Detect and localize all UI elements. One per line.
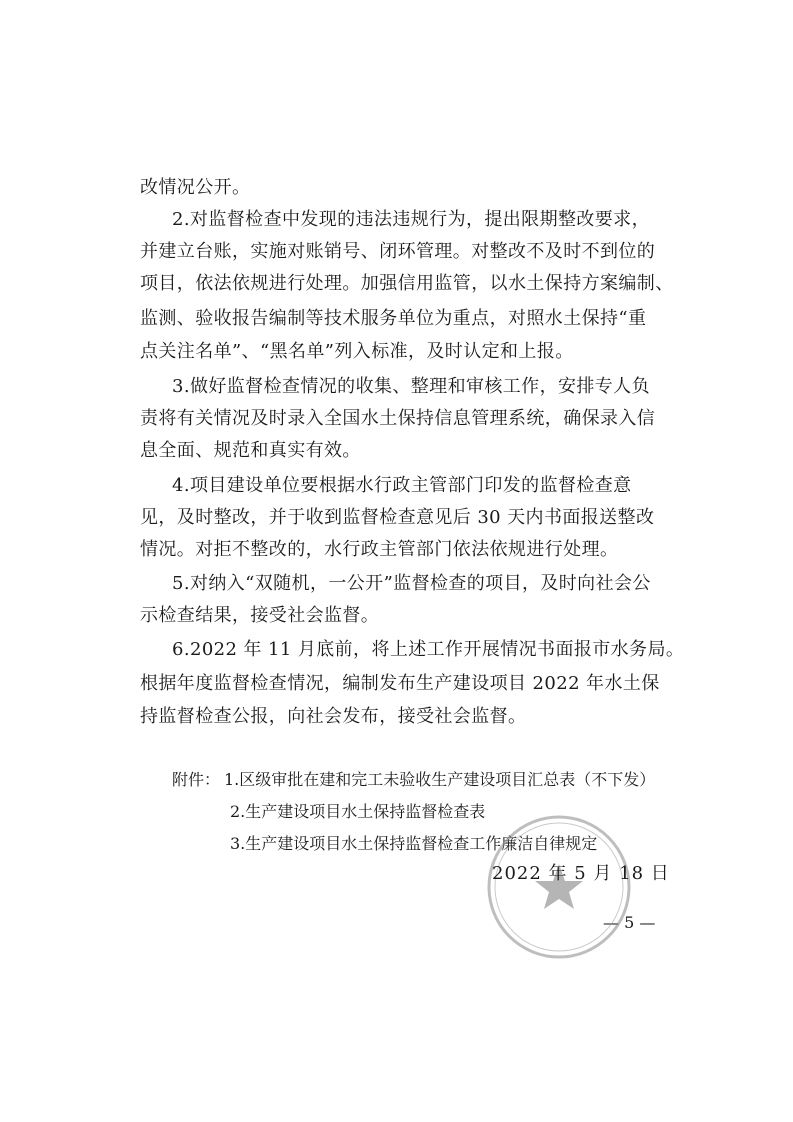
body-line: 点关注名单”、“黑名单”列入标准，及时认定和上报。 bbox=[140, 341, 574, 362]
attachments-label: 附件： bbox=[172, 770, 221, 789]
body-line: 责将有关情况及时录入全国水土保持信息管理系统，确保录入信 bbox=[140, 408, 656, 429]
body-line: 2.对监督检查中发现的违法违规行为，提出限期整改要求， bbox=[172, 209, 650, 230]
body-line: 4.项目建设单位要根据水行政主管部门印发的监督检查意 bbox=[172, 475, 632, 496]
body-line: 息全面、规范和真实有效。 bbox=[140, 440, 361, 461]
body-line: 监测、验收报告编制等技术服务单位为重点，对照水土保持“重 bbox=[140, 308, 647, 329]
official-seal bbox=[484, 812, 634, 962]
attachment-item: 3.生产建设项目水土保持监督检查工作廉洁自律规定 bbox=[230, 834, 598, 853]
attachment-item: 2.生产建设项目水土保持监督检查表 bbox=[230, 802, 486, 821]
body-line: 根据年度监督检查情况，编制发布生产建设项目 2022 年水土保 bbox=[140, 673, 660, 694]
body-line: 5.对纳入“双随机，一公开”监督检查的项目，及时向社会公 bbox=[172, 573, 651, 594]
body-line: 6.2022 年 11 月底前，将上述工作开展情况书面报市水务局。 bbox=[172, 639, 685, 660]
page-number: — 5 — bbox=[603, 913, 656, 932]
body-line: 并建立台账，实施对账销号、闭环管理。对整改不及时不到位的 bbox=[140, 241, 656, 262]
body-line: 3.做好监督检查情况的收集、整理和审核工作，安排专人负 bbox=[172, 376, 650, 397]
body-line: 持监督检查公报，向社会发布，接受社会监督。 bbox=[140, 706, 527, 727]
document-date: 2022 年 5 月 18 日 bbox=[492, 863, 670, 884]
body-line: 情况。对拒不整改的，水行政主管部门依法依规进行处理。 bbox=[140, 539, 619, 560]
body-line: 改情况公开。 bbox=[140, 177, 251, 198]
body-line: 示检查结果，接受社会监督。 bbox=[140, 605, 380, 626]
attachment-item: 1.区级审批在建和完工未验收生产建设项目汇总表（不下发） bbox=[224, 770, 656, 789]
body-line: 见，及时整改，并于收到监督检查意见后 30 天内书面报送整改 bbox=[140, 507, 655, 528]
body-line: 项目，依法依规进行处理。加强信用监管，以水土保持方案编制、 bbox=[140, 273, 674, 294]
